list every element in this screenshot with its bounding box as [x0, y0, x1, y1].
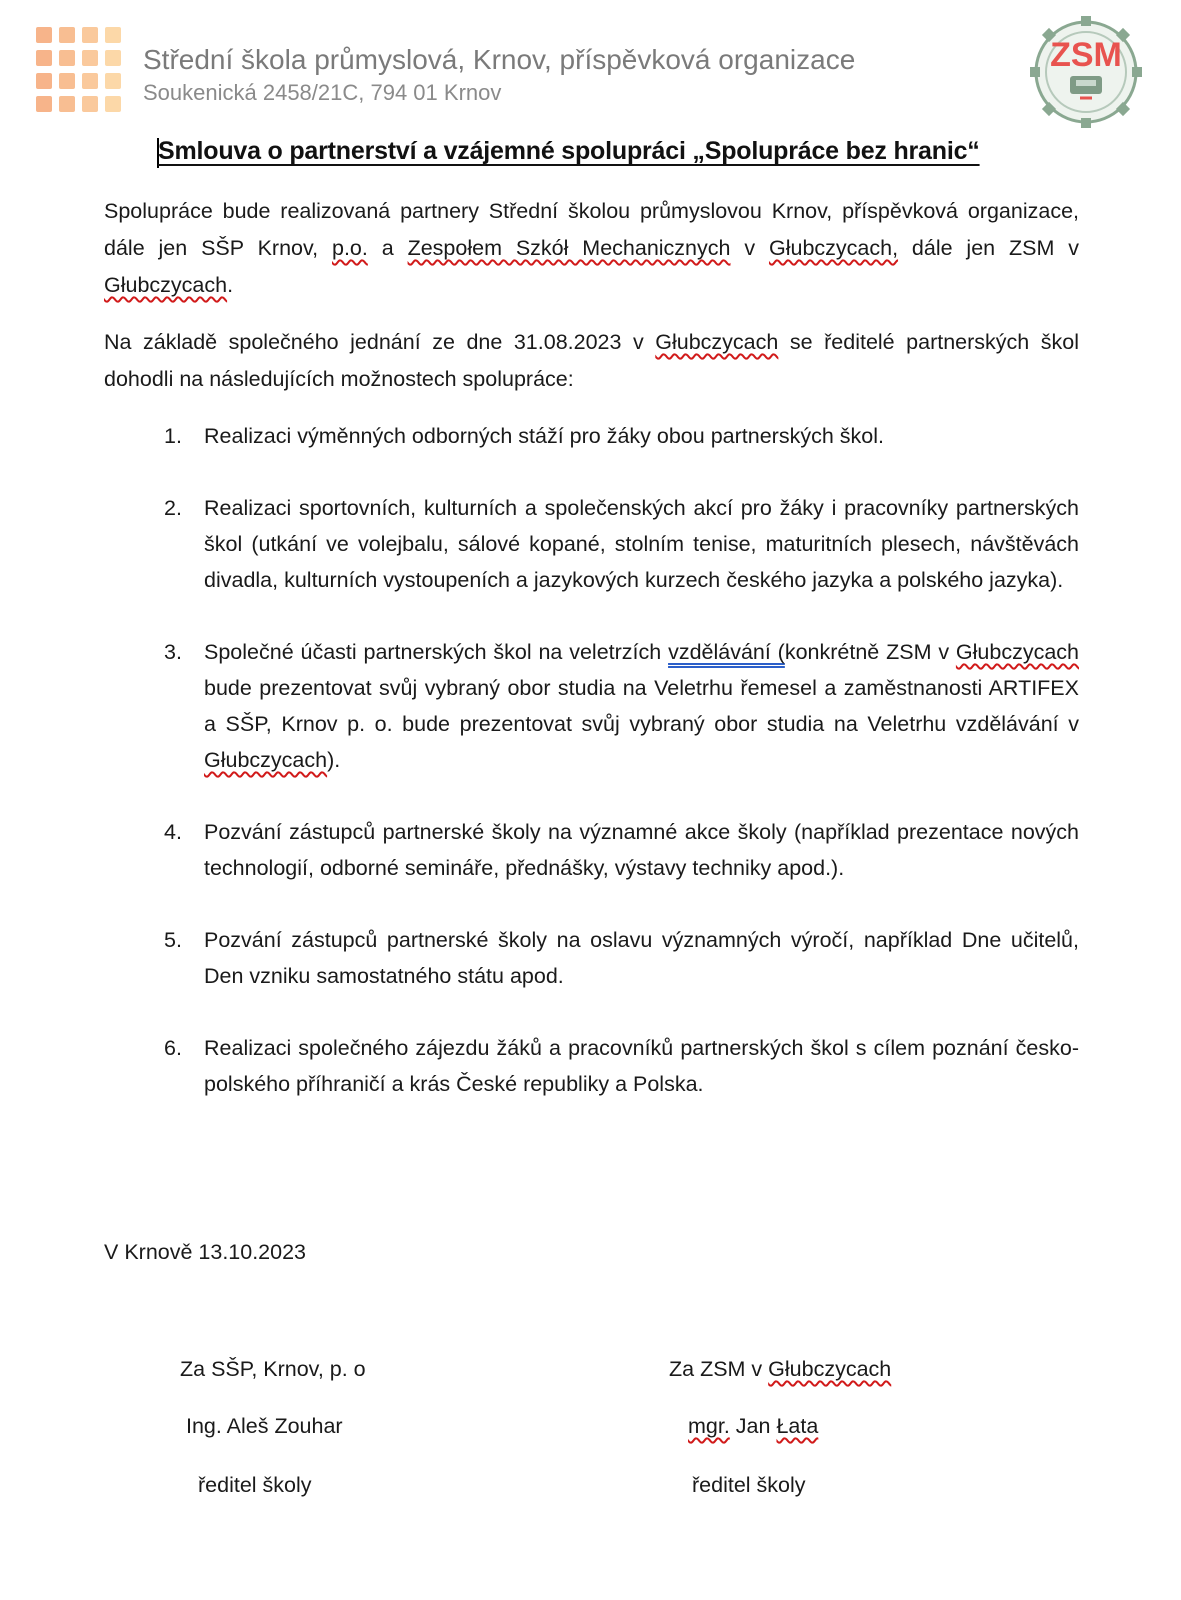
list-number: 5.: [164, 928, 182, 952]
logo-square: [36, 73, 52, 89]
list-item: [104, 634, 1079, 778]
logo-square: [105, 27, 121, 43]
intro-paragraph: Spolupráce bude realizovaná partnery Střední školou průmyslovou Krnov, příspěvková organizace, dále jen SŠP Krnov, p.o. a Zespołem Szkół Mechanicznych v Głubczycach, dále jen ZSM v Głubczycach.: [104, 199, 1079, 297]
document-title: Smlouva o partnerství a vzájemné spolupráci „Spolupráce bez hranic“: [158, 137, 980, 165]
partner-logo-text: ZSM: [1050, 36, 1122, 74]
list-text: Pozvání zástupců partnerské školy na významné akce školy (například prezentace nových technologií, odborné semináře, přednášky, výstavy techniky apod.).: [204, 820, 1079, 880]
cooperation-list: [104, 418, 1079, 1102]
list-number: 6.: [164, 1036, 182, 1060]
list-item: [104, 922, 1079, 994]
list-text: Realizaci sportovních, kulturních a společenských akcí pro žáky i pracovníky partnerských škol (utkání ve volejbalu, sálové kopané, stolním tenise, maturitních plesech, návštěvách divadla, kulturních vystoupeních a jazykových kurzech českého jazyka a polského jazyka).: [204, 496, 1079, 592]
right-signatory-org: Za ZSM v Głubczycach: [669, 1357, 892, 1381]
list-text: Pozvání zástupců partnerské školy na oslavu významných výročí, například Dne učitelů, Den vzniku samostatného státu apod.: [204, 928, 1079, 988]
logo-square: [105, 50, 121, 66]
agreement-paragraph: Na základě společného jednání ze dne 31.08.2023 v Głubczycach se ředitelé partnerských škol dohodli na následujících možnostech spolupráce:: [104, 330, 1080, 391]
left-signatory-org: Za SŠP, Krnov, p. o: [180, 1357, 366, 1381]
logo-square: [82, 96, 98, 112]
logo-square: [36, 50, 52, 66]
logo-square: [82, 50, 98, 66]
logo-square: [82, 73, 98, 89]
list-item: [104, 814, 1079, 886]
logo-square: [105, 96, 121, 112]
school-logo: [36, 27, 124, 115]
logo-square: [105, 73, 121, 89]
logo-square: [36, 96, 52, 112]
school-address: Soukenická 2458/21C, 794 01 Krnov: [143, 80, 502, 105]
list-text: Realizaci výměnných odborných stáží pro žáky obou partnerských škol.: [204, 424, 884, 448]
left-signatory-name: Ing. Aleš Zouhar: [186, 1414, 343, 1438]
list-number: 4.: [164, 820, 182, 844]
list-number: 1.: [164, 424, 182, 448]
logo-square: [59, 50, 75, 66]
right-signatory-name: mgr. Jan Łata: [688, 1414, 819, 1438]
list-text: Realizaci společného zájezdu žáků a pracovníků partnerských škol s cílem poznání česko-polského příhraničí a krás České republiky a Polska.: [204, 1036, 1079, 1096]
list-item: [104, 490, 1079, 598]
list-item: [104, 1030, 1079, 1102]
school-name: Střední škola průmyslová, Krnov, příspěvková organizace: [143, 44, 856, 75]
list-item: [104, 418, 1079, 454]
right-signatory-role: ředitel školy: [692, 1473, 806, 1497]
logo-square: [59, 27, 75, 43]
list-text: Společné účasti partnerských škol na veletrzích vzdělávání (konkrétně ZSM v Głubczycach bude prezentovat svůj vybraný obor studia na Veletrhu řemesel a zaměstnanosti ARTIFEX a SŠP, Krnov p. o. bude prezentovat svůj vybraný obor studia na Veletrhu vzdělávání v Głubczycach).: [204, 640, 1079, 772]
logo-square: [82, 27, 98, 43]
left-signatory-role: ředitel školy: [198, 1473, 312, 1497]
place-date: V Krnově 13.10.2023: [104, 1240, 307, 1264]
logo-square: [59, 73, 75, 89]
logo-square: [59, 96, 75, 112]
list-number: 3.: [164, 640, 182, 664]
logo-square: [36, 27, 52, 43]
partner-school-logo: [1028, 14, 1144, 130]
list-number: 2.: [164, 496, 182, 520]
